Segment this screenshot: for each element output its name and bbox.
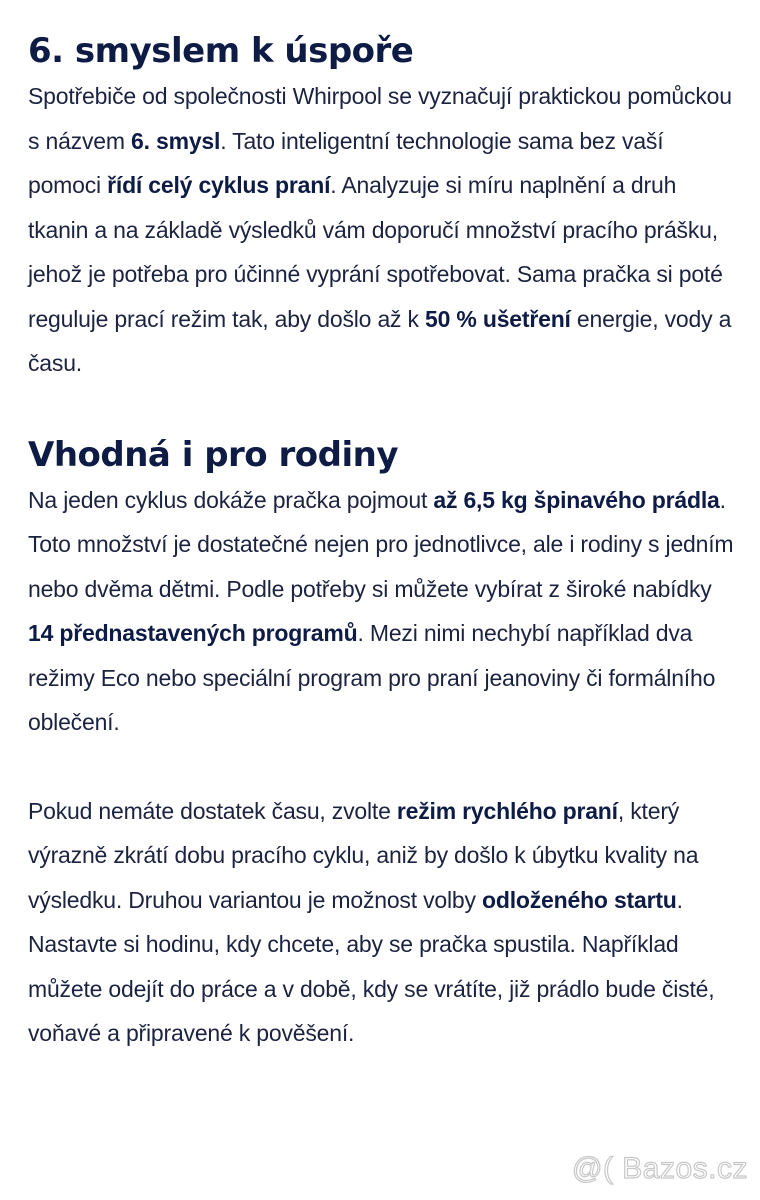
text-run: . Tato inteligentní technologie sama bez vaší pomoci <box>28 127 664 198</box>
section-heading-families: Vhodná i pro rodiny <box>28 434 398 475</box>
bold-text-run: 14 přednastavených programů <box>28 620 358 646</box>
text-run: energie, vody a času. <box>28 305 732 376</box>
bold-text-run: 50 % ušetření <box>425 305 571 332</box>
paragraph-capacity <box>28 478 738 745</box>
text-run: Pokud nemáte dostatek času, zvolte <box>28 797 397 824</box>
bold-text-run: až 6,5 kg špinavého prádla <box>433 486 720 513</box>
text-run: . Toto množství je dostatečné nejen pro jednotlivce, ale i rodiny s jedním nebo dvěma dětmi. Podle potřeby si můžete vybírat z široké nabídky <box>28 486 734 602</box>
article-content <box>28 28 738 1056</box>
paragraph-savings <box>28 74 738 386</box>
bold-text-run: odloženého startu <box>482 886 677 913</box>
paragraph-quick-wash <box>28 789 738 1056</box>
bold-text-run: režim rychlého praní <box>396 797 618 824</box>
text-run: Na jeden cyklus dokáže pračka pojmout <box>28 486 434 513</box>
text-run: Spotřebiče od společnosti Whirpool se vyznačují praktickou pomůckou s názvem <box>28 83 732 154</box>
text-run: , který výrazně zkrátí dobu pracího cyklu, aniž by došlo k úbytku kvality na výsledku. Druhou variantou je možnost volby <box>28 797 699 913</box>
section-heading-savings: 6. smyslem k úspoře <box>28 31 414 71</box>
text-run: . Analyzuje si míru naplnění a druh tkanin a na základě výsledků vám doporučí množství pracího prášku, jehož je potřeba pro účinné vyprání spotřebovat. Sama pračka si poté reguluje prací režim tak, aby došlo až k <box>28 172 723 332</box>
text-run: . Nastavte si hodinu, kdy chcete, aby se pračka spustila. Například můžete odejít do práce a v době, kdy se vrátíte, již prádlo bude čisté, voňavé a připravené k pověšení. <box>28 886 715 1046</box>
bold-text-run: řídí celý cyklus praní <box>107 172 331 198</box>
bazos-watermark: @( Bazos.cz <box>572 1152 748 1185</box>
bold-text-run: 6. smysl <box>131 127 221 154</box>
text-run: . Mezi nimi nechybí například dva režimy Eco nebo speciální program pro praní jeanoviny či formálního oblečení. <box>28 620 716 735</box>
